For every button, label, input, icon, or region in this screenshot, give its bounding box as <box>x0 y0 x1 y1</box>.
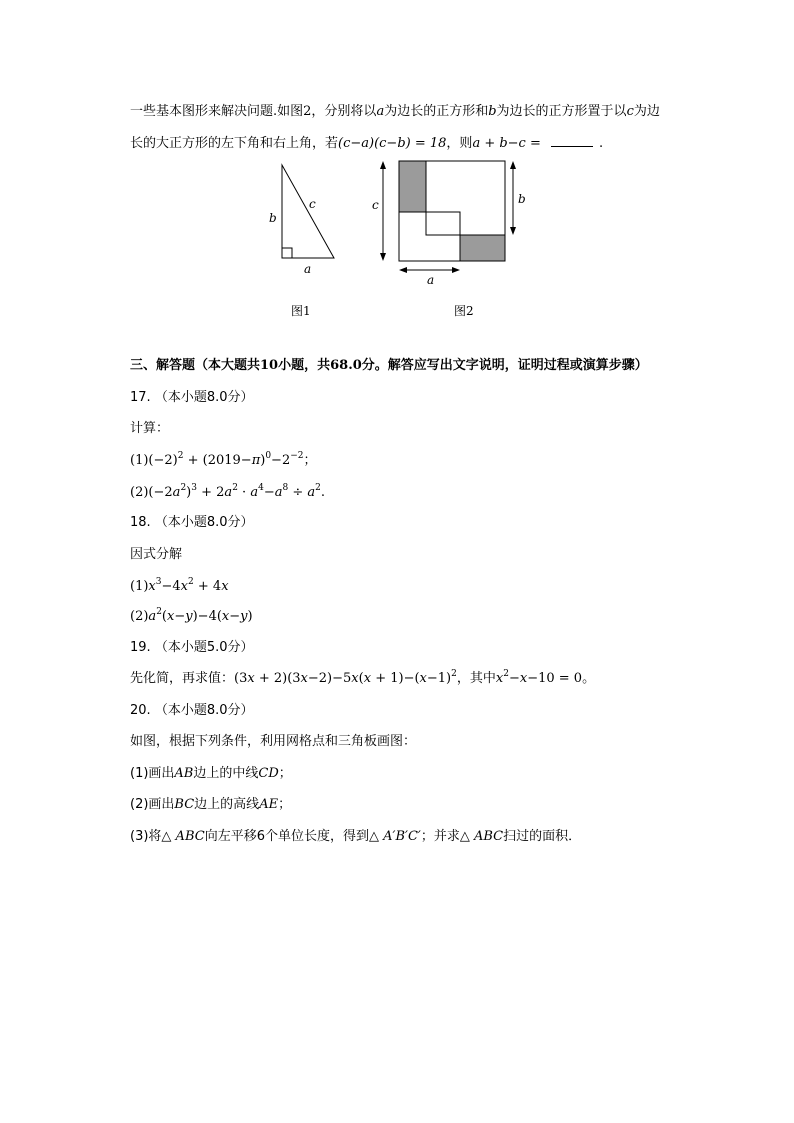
intro-text: 一些基本图形来解决问题.如图 <box>130 104 304 119</box>
q17-header <box>130 389 254 407</box>
prompt-text: 。 <box>582 671 596 686</box>
part-text: ； <box>278 766 292 781</box>
part-text: ；并求 <box>420 829 460 844</box>
heading-text: 三、解答题（本大题共 <box>130 358 261 373</box>
condition-expr: (c−a)(c−b) = 18 <box>338 136 447 151</box>
q18-part-1: $(1)x^3-4x^2 + 4x$ <box>130 577 229 594</box>
q19-prompt: 先化简，再求值：$(3x + 2)(3x-2)-5x(x + 1)-(x-1)^2$，其中$x^2-x-10 = 0$。 <box>130 669 596 686</box>
q20-part-3 <box>130 828 581 846</box>
segment-ae: AE <box>259 797 279 812</box>
part-text: (2)画出 <box>130 797 175 812</box>
total-score: 68.0 <box>330 358 362 373</box>
q17-part-1: $(1)(-2)^2 + (2019-\pi)^0-2^{-2}$； <box>130 451 317 468</box>
part-tag: (2) <box>130 609 149 624</box>
figure-1-triangle <box>262 160 342 280</box>
heading-text: 小题，共 <box>278 358 331 373</box>
q20-header <box>130 702 254 720</box>
intro-line-1 <box>130 103 660 121</box>
part-text: 扫过的面积． <box>503 829 582 844</box>
fig1-label-a: a <box>304 262 312 276</box>
part-text: 边上的高线 <box>194 797 260 812</box>
part-tag: (1) <box>130 453 149 468</box>
part-tag: (2) <box>130 485 149 500</box>
intro-text: ，则 <box>446 136 473 151</box>
figure-1-caption: 图1 <box>291 304 311 318</box>
heading-text: 分。解答应写出文字说明，证明过程或演算步骤） <box>361 358 648 373</box>
fig2-label-a: a <box>427 273 435 287</box>
part-text: 向左平移6个单位长度，得到 <box>204 829 369 844</box>
figure-2-caption: 图2 <box>454 304 474 318</box>
fig2-label-c: c <box>372 198 379 212</box>
var-c: c <box>626 104 634 119</box>
question-score: （本小题8.0分） <box>154 515 254 530</box>
figure-2-squares <box>365 157 535 289</box>
part-text: (1)画出 <box>130 766 175 781</box>
question-count: 10 <box>260 358 279 373</box>
question-number: 19. <box>130 640 151 655</box>
intro-text: 为边长的正方形和 <box>384 104 489 119</box>
q17-prompt: 计算： <box>130 421 170 436</box>
fig2-label-b: b <box>518 192 526 206</box>
intro-text: 长的大正方形的左下角和右上角，若 <box>130 136 339 151</box>
question-number: 18. <box>130 515 151 530</box>
triangle-abc: △ ABC <box>161 829 205 844</box>
intro-text: . <box>599 136 604 151</box>
q20-part-2 <box>130 796 291 814</box>
q20-prompt: 如图，根据下列条件，利用网格点和三角板画图： <box>130 734 417 749</box>
fig1-label-c: c <box>309 197 316 211</box>
question-number: 17. <box>130 390 151 405</box>
part-text: ； <box>278 797 292 812</box>
question-score: （本小题5.0分） <box>154 640 254 655</box>
q17-part-2: $(2)(-2a^2)^3 + 2a^2 \cdot a^4-a^8 \div a^2$. <box>130 483 326 500</box>
intro-text: 为边 <box>633 104 660 119</box>
answer-blank[interactable] <box>551 134 593 147</box>
var-a: a <box>376 104 385 119</box>
q19-header <box>130 639 254 657</box>
q18-header <box>130 514 254 532</box>
segment-cd: CD <box>258 766 279 781</box>
intro-line-2 <box>130 134 603 153</box>
part-text: (3)将 <box>130 829 162 844</box>
segment-ab: AB <box>174 766 194 781</box>
part-tag: (1) <box>130 579 149 594</box>
prompt-text: ，其中 <box>456 671 496 686</box>
part-text: 边上的中线 <box>193 766 259 781</box>
var-b: b <box>488 104 497 119</box>
intro-text: 为边长的正方形置于以 <box>496 104 627 119</box>
intro-text: ，分别将以 <box>311 104 377 119</box>
q20-part-1 <box>130 765 292 783</box>
fig-ref: 2 <box>303 104 312 119</box>
question-score: （本小题8.0分） <box>154 390 254 405</box>
triangle-abc: △ ABC <box>459 829 504 844</box>
question-number: 20. <box>130 703 151 718</box>
triangle-abc-prime: △ A′B′C′ <box>368 829 421 844</box>
prompt-text: 先化简，再求值： <box>130 671 235 686</box>
question-score: （本小题8.0分） <box>154 703 254 718</box>
q18-part-2: $(2)a^2(x-y)-4(x-y)$ <box>130 607 253 624</box>
segment-bc: BC <box>174 797 195 812</box>
answer-expr: a + b−c = <box>472 136 545 151</box>
fig1-label-b: b <box>269 211 277 225</box>
q18-prompt: 因式分解 <box>130 547 183 562</box>
section-heading <box>130 357 648 375</box>
